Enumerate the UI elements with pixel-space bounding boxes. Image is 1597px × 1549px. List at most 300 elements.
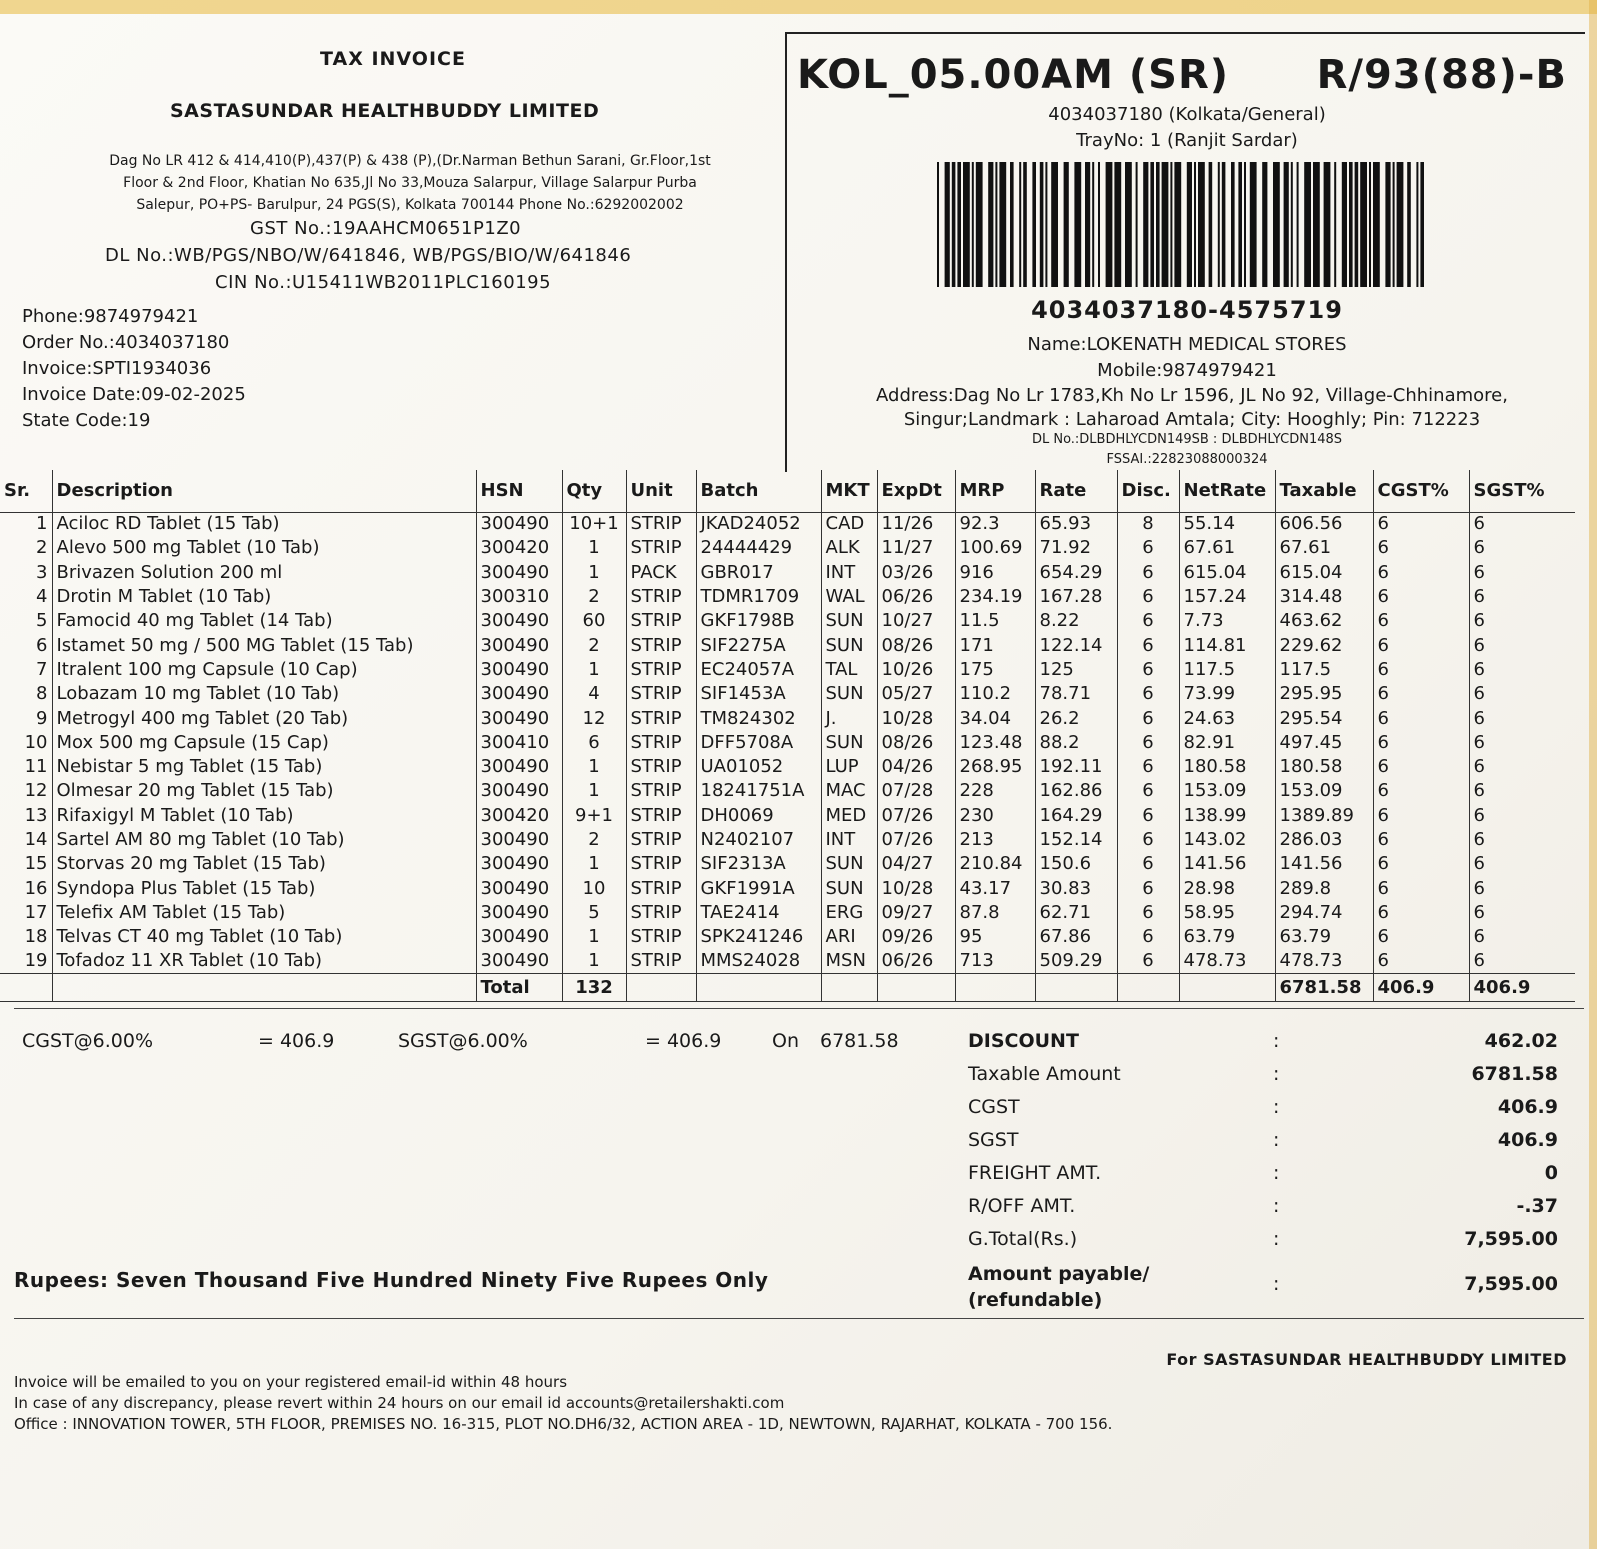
table-cell: TM824302 (696, 706, 821, 730)
col-header: ExpDt (877, 470, 955, 512)
table-cell: 58.95 (1179, 901, 1275, 925)
table-cell: Nebistar 5 mg Tablet (15 Tab) (52, 755, 476, 779)
barcode-bar (1355, 162, 1359, 287)
table-cell: 2 (562, 828, 626, 852)
col-header: Batch (696, 470, 821, 512)
table-cell: ERG (821, 901, 877, 925)
table-cell: 6 (1373, 706, 1469, 730)
table-cell: 6 (1373, 536, 1469, 560)
table-cell: 55.14 (1179, 512, 1275, 536)
table-cell: 300420 (476, 536, 562, 560)
table-cell: 11.5 (955, 609, 1035, 633)
barcode-bar (1244, 162, 1246, 287)
summary-row (968, 1195, 1568, 1228)
barcode-bar (1150, 162, 1154, 287)
table-cell: 143.02 (1179, 828, 1275, 852)
table-cell: 300490 (476, 609, 562, 633)
table-cell: 300310 (476, 585, 562, 609)
table-cell: 19 (24, 950, 48, 972)
table-row (0, 512, 1575, 536)
barcode-bar (972, 162, 974, 287)
table-cell: 10/27 (877, 609, 955, 633)
table-cell: 15 (24, 853, 48, 875)
col-header: Description (52, 470, 476, 512)
table-cell: 1 (562, 949, 626, 973)
table-cell: 6 (1469, 804, 1575, 828)
customer-dl: DL No.:DLBDHLYCDN149SB : DLBDHLYCDN148S (1031, 432, 1343, 447)
table-cell: STRIP (626, 512, 696, 536)
dl-number: DL No.:WB/PGS/NBO/W/641846, WB/PGS/BIO/W/641846 (105, 245, 632, 266)
table-cell: 6 (1117, 876, 1179, 900)
table-cell: 6 (1373, 949, 1469, 973)
table-cell: 18 (24, 926, 48, 948)
table-cell: 05/27 (877, 682, 955, 706)
table-cell: 6 (1469, 779, 1575, 803)
table-cell: 87.8 (955, 901, 1035, 925)
barcode-bar (1369, 162, 1371, 287)
table-cell: 6 (1373, 925, 1469, 949)
table-cell: 6 (1469, 828, 1575, 852)
barcode-number: 4034037180-4575719 (1031, 296, 1343, 324)
barcode-bar (1334, 162, 1336, 287)
table-cell: 713 (955, 949, 1035, 973)
table-cell: 6 (1469, 658, 1575, 682)
table-cell: 478.73 (1179, 949, 1275, 973)
colon: : (1273, 1063, 1280, 1085)
table-cell: 95 (955, 925, 1035, 949)
table-cell: 1389.89 (1275, 804, 1373, 828)
table-cell: 6 (1117, 585, 1179, 609)
col-header: Rate (1035, 470, 1117, 512)
table-cell: 6 (1469, 633, 1575, 657)
table-cell: 153.09 (1275, 779, 1373, 803)
barcode-bar (1291, 162, 1293, 287)
table-cell: MMS24028 (696, 949, 821, 973)
table-cell: 6 (1373, 609, 1469, 633)
table-cell: 6 (1117, 925, 1179, 949)
total-label: Total (476, 974, 562, 1002)
table-cell: 463.62 (1275, 609, 1373, 633)
colon: : (1273, 1129, 1280, 1151)
address-line: Salepur, PO+PS- Barulpur, 24 PGS(S), Kolkata 700144 Phone No.:6292002002 (136, 197, 684, 213)
table-cell: 6 (1469, 852, 1575, 876)
table-cell: 92.3 (955, 512, 1035, 536)
barcode-bar (1051, 162, 1058, 287)
barcode-bar (1074, 162, 1081, 287)
table-cell: Mox 500 mg Capsule (15 Cap) (52, 731, 476, 755)
table-cell: 228 (955, 779, 1035, 803)
table-row (0, 755, 1575, 779)
table-cell: 07/26 (877, 804, 955, 828)
barcode-bar (1284, 162, 1289, 287)
tray-number: TrayNo: 1 (Ranjit Sardar) (1076, 130, 1298, 151)
table-cell: 606.56 (1275, 512, 1373, 536)
table-cell: STRIP (626, 633, 696, 657)
amount-in-words: Rupees: Seven Thousand Five Hundred Ninety Five Rupees Only (14, 1268, 769, 1292)
table-cell: 230 (955, 804, 1035, 828)
table-cell: MSN (821, 949, 877, 973)
col-header: MKT (821, 470, 877, 512)
colon: : (1273, 1195, 1280, 1217)
table-cell: GKF1798B (696, 609, 821, 633)
barcode-bar (1262, 162, 1267, 287)
barcode-bar (1238, 162, 1242, 287)
barcode-bar (957, 162, 961, 287)
table-cell: 229.62 (1275, 633, 1373, 657)
summary-value: 406.9 (1497, 1096, 1558, 1118)
table-cell: 916 (955, 561, 1035, 585)
table-cell: 6 (1373, 512, 1469, 536)
barcode-bar (1064, 162, 1069, 287)
barcode-bar (988, 162, 993, 287)
table-cell: N2402107 (696, 828, 821, 852)
table-cell: 295.54 (1275, 706, 1373, 730)
colon: : (1273, 1030, 1280, 1052)
barcode-bar (1174, 162, 1181, 287)
table-cell: 6 (1117, 779, 1179, 803)
table-cell: 138.99 (1179, 804, 1275, 828)
table-cell: 88.2 (1035, 731, 1117, 755)
cgst-rate-label: CGST@6.00% (22, 1030, 154, 1052)
table-cell: 150.6 (1035, 852, 1117, 876)
table-cell: 06/26 (877, 585, 955, 609)
table-cell: 6 (1469, 706, 1575, 730)
summary-label: R/OFF AMT. (968, 1195, 1076, 1217)
table-cell: 314.48 (1275, 585, 1373, 609)
state-code: State Code:19 (22, 410, 151, 431)
table-cell: 11/27 (877, 536, 955, 560)
footer-notes (14, 1372, 1112, 1435)
colon: : (1273, 1273, 1280, 1295)
table-cell: 167.28 (1035, 585, 1117, 609)
barcode-bar (1125, 162, 1132, 287)
sgst-rate-value: = 406.9 (645, 1030, 722, 1052)
table-cell: 6 (1469, 755, 1575, 779)
table-cell: 6 (1373, 804, 1469, 828)
table-row (0, 658, 1575, 682)
table-cell: DH0069 (696, 804, 821, 828)
col-header: Sr. (0, 470, 52, 512)
table-cell: Olmesar 20 mg Tablet (15 Tab) (52, 779, 476, 803)
address-line: Singur;Landmark : Laharoad Amtala; City: Hooghly; Pin: 712223 (903, 409, 1481, 430)
table-cell: GBR017 (696, 561, 821, 585)
table-cell: 6 (1373, 876, 1469, 900)
table-cell: 289.8 (1275, 876, 1373, 900)
table-cell: 6 (1117, 901, 1179, 925)
table-cell: SUN (821, 682, 877, 706)
table-cell: 478.73 (1275, 949, 1373, 973)
table-cell: 28.98 (1179, 876, 1275, 900)
table-cell: 300410 (476, 731, 562, 755)
table-cell: 141.56 (1179, 852, 1275, 876)
col-header: HSN (476, 470, 562, 512)
table-cell: 300490 (476, 779, 562, 803)
barcode-bar (945, 162, 950, 287)
table-cell: 300490 (476, 682, 562, 706)
table-cell: 1 (562, 536, 626, 560)
table-cell: 6 (1373, 658, 1469, 682)
table-cell: 67.61 (1179, 536, 1275, 560)
table-row (0, 706, 1575, 730)
summary-label: G.Total(Rs.) (968, 1228, 1078, 1250)
company-address (40, 150, 780, 216)
table-header-row (0, 470, 1575, 512)
table-cell: Istamet 50 mg / 500 MG Tablet (15 Tab) (52, 633, 476, 657)
summary-value: 0 (1544, 1162, 1558, 1184)
table-cell: 07/26 (877, 828, 955, 852)
table-cell: STRIP (626, 585, 696, 609)
table-cell: Metrogyl 400 mg Tablet (20 Tab) (52, 706, 476, 730)
table-cell: SUN (821, 609, 877, 633)
table-cell: 1 (562, 852, 626, 876)
summary-label: FREIGHT AMT. (968, 1162, 1102, 1184)
table-cell: 268.95 (955, 755, 1035, 779)
table-cell: 6 (1373, 561, 1469, 585)
colon: : (1273, 1162, 1280, 1184)
table-cell: STRIP (626, 901, 696, 925)
barcode-bar (1313, 162, 1320, 287)
table-row (0, 876, 1575, 900)
table-cell: 6 (1469, 609, 1575, 633)
table-cell: 6 (1469, 536, 1575, 560)
table-cell: SPK241246 (696, 925, 821, 949)
table-cell: 5 (36, 610, 48, 632)
table-cell: Telvas CT 40 mg Tablet (10 Tab) (52, 925, 476, 949)
table-cell: 294.74 (1275, 901, 1373, 925)
table-cell: 6 (1373, 779, 1469, 803)
table-cell: 141.56 (1275, 852, 1373, 876)
total-cgst: 406.9 (1373, 974, 1469, 1002)
table-cell: ALK (821, 536, 877, 560)
table-cell: 9+1 (562, 804, 626, 828)
table-cell: 1 (36, 513, 48, 535)
barcode-icon (937, 162, 1427, 287)
total-sgst: 406.9 (1469, 974, 1575, 1002)
table-cell: 9 (36, 707, 48, 729)
table-cell: JKAD24052 (696, 512, 821, 536)
barcode-bar (1297, 162, 1299, 287)
summary-value: 7,595.00 (1464, 1228, 1558, 1250)
table-cell: 11/26 (877, 512, 955, 536)
barcode-bar (1407, 162, 1411, 287)
table-row (0, 852, 1575, 876)
table-cell: 6 (1469, 901, 1575, 925)
order-location: 4034037180 (Kolkata/General) (1048, 104, 1326, 125)
table-cell: 13 (24, 804, 48, 826)
table-cell: 6 (1469, 682, 1575, 706)
phone: Phone:9874979421 (22, 306, 199, 327)
table-cell: 180.58 (1179, 755, 1275, 779)
barcode-bar (1019, 162, 1021, 287)
table-cell: 6 (1117, 706, 1179, 730)
table-row (0, 536, 1575, 560)
table-cell: 1 (562, 755, 626, 779)
table-cell: 300490 (476, 949, 562, 973)
table-cell: SIF2275A (696, 633, 821, 657)
table-cell: 10 (562, 876, 626, 900)
summary-label: SGST (968, 1129, 1019, 1151)
table-cell: 10 (24, 731, 48, 753)
customer-name: Name:LOKENATH MEDICAL STORES (1027, 334, 1347, 355)
table-cell: 300490 (476, 925, 562, 949)
company-name: SASTASUNDAR HEALTHBUDDY LIMITED (170, 100, 600, 122)
table-cell: 6 (1373, 731, 1469, 755)
table-cell: 62.71 (1035, 901, 1117, 925)
table-cell: 6 (1373, 852, 1469, 876)
table-cell: 300490 (476, 633, 562, 657)
barcode-bar (1098, 162, 1100, 287)
table-cell: 6 (1117, 731, 1179, 755)
barcode-bar (1092, 162, 1094, 287)
table-cell: MAC (821, 779, 877, 803)
table-cell: 6 (1117, 633, 1179, 657)
table-cell: 300490 (476, 658, 562, 682)
table-cell: 7.73 (1179, 609, 1275, 633)
invoice-title: TAX INVOICE (320, 48, 466, 70)
col-header: MRP (955, 470, 1035, 512)
table-cell: 2 (562, 633, 626, 657)
table-cell: 7 (36, 658, 48, 680)
barcode-bar (937, 162, 939, 287)
barcode-bar (1023, 162, 1027, 287)
table-cell: Brivazen Solution 200 ml (52, 561, 476, 585)
summary-label: Taxable Amount (968, 1063, 1121, 1085)
table-cell: CAD (821, 512, 877, 536)
table-cell: 615.04 (1275, 561, 1373, 585)
barcode-bar (1209, 162, 1213, 287)
table-row (0, 609, 1575, 633)
barcode-bar (995, 162, 997, 287)
table-cell: 175 (955, 658, 1035, 682)
col-header: NetRate (1179, 470, 1275, 512)
table-cell: 6 (1117, 949, 1179, 973)
footer-line: In case of any discrepancy, please revert within 24 hours on our email id accounts@retailershakti.com (14, 1394, 785, 1412)
table-cell: 30.83 (1035, 876, 1117, 900)
table-cell: GKF1991A (696, 876, 821, 900)
table-cell: 16 (24, 877, 48, 899)
customer-address (807, 384, 1577, 432)
customer-fssai: FSSAI.:22823088000324 (1106, 452, 1268, 467)
col-header: CGST% (1373, 470, 1469, 512)
table-cell: 300420 (476, 804, 562, 828)
seller-header (10, 40, 780, 460)
table-cell: TDMR1709 (696, 585, 821, 609)
table-cell: 24.63 (1179, 706, 1275, 730)
route-code: KOL_05.00AM (SR) (797, 52, 1230, 98)
table-cell: PACK (626, 561, 696, 585)
col-header: Taxable (1275, 470, 1373, 512)
table-cell: STRIP (626, 828, 696, 852)
table-row (0, 779, 1575, 803)
table-cell: WAL (821, 585, 877, 609)
table-cell: Telefix AM Tablet (15 Tab) (52, 901, 476, 925)
barcode-bar (1136, 162, 1138, 287)
summary-value: 462.02 (1484, 1030, 1558, 1052)
table-cell: STRIP (626, 536, 696, 560)
address-line: Floor & 2nd Floor, Khatian No 635,Jl No 33,Mouza Salarpur, Village Salarpur Purba (123, 175, 697, 191)
table-cell: 09/27 (877, 901, 955, 925)
table-cell: 78.71 (1035, 682, 1117, 706)
table-cell: 6 (1373, 585, 1469, 609)
barcode-bar (1156, 162, 1160, 287)
table-cell: 6 (562, 731, 626, 755)
table-cell: 6 (1117, 536, 1179, 560)
footer-line: Office : INNOVATION TOWER, 5TH FLOOR, PREMISES NO. 16-315, PLOT NO.DH6/32, ACTION AREA - 1D, NEWTOWN, RAJARHAT, KOLKATA - 700 156. (14, 1415, 1113, 1433)
colon: : (1273, 1228, 1280, 1250)
table-cell: 300490 (476, 828, 562, 852)
barcode-bar (1045, 162, 1047, 287)
total-qty: 132 (562, 974, 626, 1002)
summary-row (968, 1162, 1568, 1195)
barcode-bar (1085, 162, 1090, 287)
table-cell: 1 (562, 925, 626, 949)
table-row (0, 682, 1575, 706)
barcode-bar (1040, 162, 1044, 287)
table-cell: EC24057A (696, 658, 821, 682)
table-cell: 1 (562, 561, 626, 585)
table-cell: 286.03 (1275, 828, 1373, 852)
table-cell: 6 (1117, 828, 1179, 852)
barcode-bar (1162, 162, 1169, 287)
table-cell: INT (821, 828, 877, 852)
table-cell: 10+1 (562, 512, 626, 536)
table-cell: 300490 (476, 755, 562, 779)
table-row (0, 585, 1575, 609)
table-cell: 71.92 (1035, 536, 1117, 560)
total-taxable: 6781.58 (1275, 974, 1373, 1002)
table-cell: 11 (24, 756, 48, 778)
table-cell: 300490 (476, 561, 562, 585)
table-cell: Alevo 500 mg Tablet (10 Tab) (52, 536, 476, 560)
table-cell: Famocid 40 mg Tablet (14 Tab) (52, 609, 476, 633)
table-cell: J. (821, 706, 877, 730)
table-cell: Syndopa Plus Tablet (15 Tab) (52, 876, 476, 900)
summary-row (968, 1030, 1568, 1063)
table-row (0, 633, 1575, 657)
table-cell: SIF1453A (696, 682, 821, 706)
table-cell: STRIP (626, 852, 696, 876)
table-cell: 6 (1373, 755, 1469, 779)
table-cell: 300490 (476, 852, 562, 876)
table-cell: 180.58 (1275, 755, 1373, 779)
amount-payable-label (968, 1261, 1149, 1313)
table-cell: 17 (24, 901, 48, 923)
table-cell: 117.5 (1275, 658, 1373, 682)
order-number: Order No.:4034037180 (22, 332, 230, 353)
table-cell: 6 (1469, 925, 1575, 949)
table-cell: 04/27 (877, 852, 955, 876)
table-cell: 6 (1117, 561, 1179, 585)
table-cell: STRIP (626, 779, 696, 803)
table-cell: STRIP (626, 658, 696, 682)
table-cell: 24444429 (696, 536, 821, 560)
table-cell: SUN (821, 633, 877, 657)
table-cell: 5 (562, 901, 626, 925)
table-cell: 192.11 (1035, 755, 1117, 779)
table-cell: 82.91 (1179, 731, 1275, 755)
table-cell: 6 (1117, 609, 1179, 633)
table-cell: 06/26 (877, 949, 955, 973)
table-cell: 08/26 (877, 633, 955, 657)
table-cell: MED (821, 804, 877, 828)
table-cell: 73.99 (1179, 682, 1275, 706)
table-row (0, 561, 1575, 585)
table-cell: 67.86 (1035, 925, 1117, 949)
table-cell: STRIP (626, 706, 696, 730)
table-cell: 654.29 (1035, 561, 1117, 585)
table-cell: 2 (36, 537, 48, 559)
barcode-bar (1397, 162, 1404, 287)
